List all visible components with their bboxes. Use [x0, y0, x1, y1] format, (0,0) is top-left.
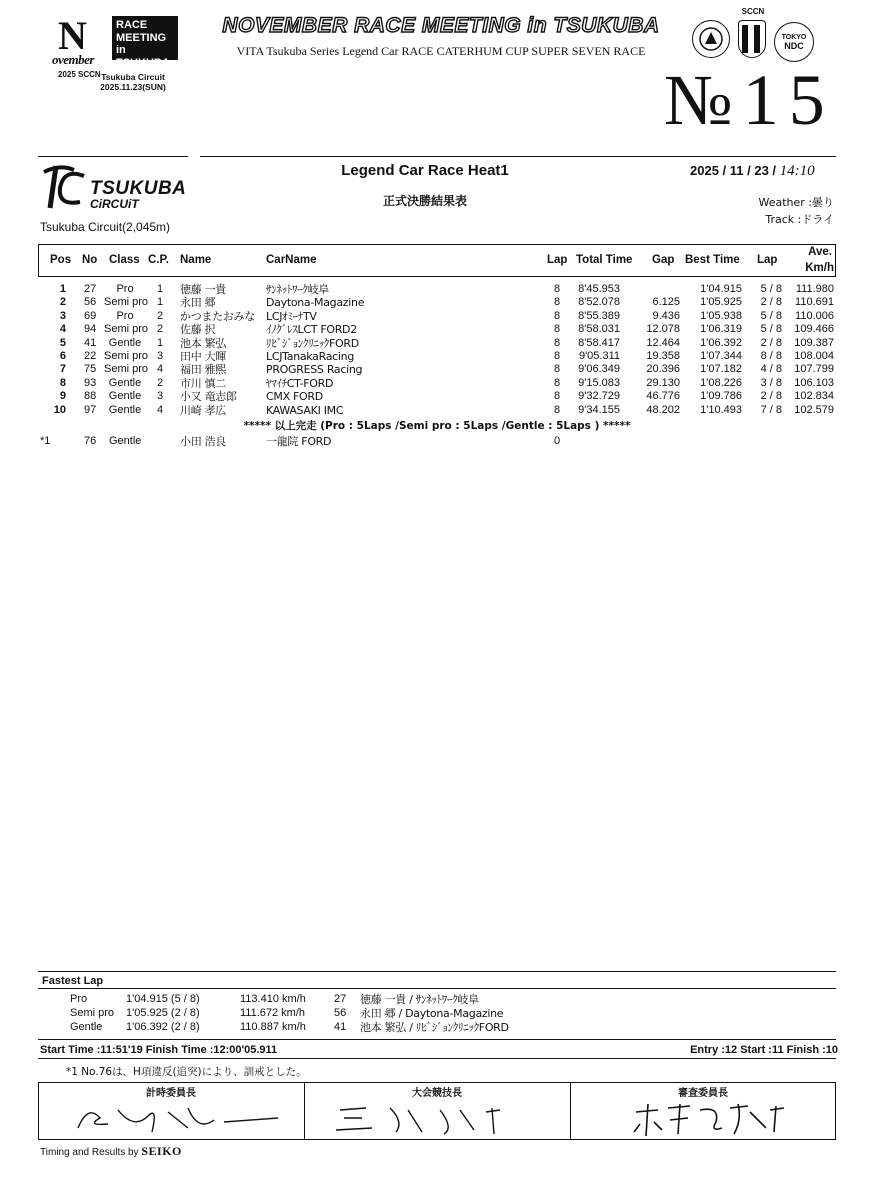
meeting-title: NOVEMBER RACE MEETING in TSUKUBA: [222, 14, 660, 37]
cell-total: 8'58.417: [578, 336, 620, 349]
start-finish-time: Start Time :11:51'19 Finish Time :12:00'05.911: [40, 1044, 278, 1056]
badge-line: MEETING: [116, 31, 167, 44]
col-kmh: Km/h: [805, 262, 834, 274]
sccn-shield-icon: [738, 7, 766, 58]
cell-bestlap: 4 / 8: [760, 363, 782, 376]
cell-bestlap: 3 / 8: [760, 376, 782, 389]
cell-ave: 107.799: [794, 363, 834, 376]
table-row: [0, 296, 874, 310]
cell-pos: 2: [59, 296, 66, 309]
cell-car: LCJTanakaRacing: [266, 350, 355, 363]
race-title: Legend Car Race Heat1: [341, 162, 509, 179]
cell-lap: 8: [554, 350, 561, 362]
cell-pos: 6: [59, 350, 66, 362]
cell-name: 田中 大暉: [180, 350, 226, 363]
cell-ave: 111.980: [795, 283, 834, 295]
cell-pos: 7: [59, 363, 66, 376]
shield-stripe: [742, 25, 748, 53]
table-row: [0, 310, 874, 324]
col-no: No: [82, 254, 98, 266]
header-rule: [38, 156, 188, 157]
cell-pos: 1: [59, 283, 66, 295]
timing-chief-label: 計時委員長: [146, 1088, 196, 1099]
event-logo-letter: N: [58, 13, 87, 58]
fastest-lap-row: [0, 1007, 874, 1020]
cell-name: 福田 雅熙: [180, 363, 226, 377]
cell-ave: 109.466: [794, 323, 834, 336]
cell-gap: 6.125: [652, 296, 680, 309]
cell-cp: 4: [157, 363, 164, 376]
table-row-dnf: [0, 435, 874, 449]
timing-credit-text: Timing and Results by: [40, 1147, 139, 1158]
cell-lap: 8: [554, 376, 561, 389]
fastest-cls: Pro: [70, 993, 88, 1005]
cell-lap: 8: [554, 336, 561, 349]
handwritten-signature-icon: [304, 1098, 570, 1138]
cell-total: 8'58.031: [578, 323, 620, 336]
cell-lap: 8: [554, 283, 561, 295]
fastest-no: 27: [334, 993, 347, 1005]
circuit-date-block: [78, 72, 188, 92]
penalty-note: *1 No.76は、H項違反(追突)により、訓戒とした。: [66, 1066, 307, 1078]
timing-credit: [40, 1144, 182, 1159]
cell-total: 9'06.349: [578, 363, 620, 376]
table-row: [0, 390, 874, 404]
cell-pos: 3: [59, 309, 66, 322]
cell-gap: 19.358: [646, 350, 680, 362]
table-row: [0, 283, 874, 297]
cell-cp: 1: [157, 336, 164, 349]
cell-name: 川崎 孝広: [180, 403, 226, 417]
cell-gap: 46.776: [646, 390, 680, 403]
fastest-lap-top-rule: [38, 971, 836, 972]
result-date: [690, 163, 815, 180]
fastest-no: 56: [334, 1007, 347, 1019]
finishers-note: ***** 以上完走 (Pro : 5Laps /Semi pro : 5Laps /Gentle : 5Laps ) *****: [243, 420, 631, 432]
race-director-label: 大会競技長: [412, 1088, 462, 1099]
cell-car: ﾔﾏｲﾁCT-FORD: [266, 376, 334, 390]
header-rule: [200, 156, 836, 157]
col-class: Class: [109, 254, 140, 266]
cell-car: ｻﾝﾈｯﾄﾜｰｸ岐阜: [266, 283, 329, 296]
cell-pos: 8: [59, 376, 66, 389]
track-status: Track :ドライ: [765, 213, 834, 226]
cell-no: 75: [84, 363, 97, 376]
col-gap: Gap: [652, 254, 675, 266]
cell-no: 97: [84, 403, 97, 416]
cell-bestlap: 2 / 8: [760, 390, 782, 403]
dnf-car: 一龍院 FORD: [266, 435, 332, 448]
fastest-lap-rule: [38, 988, 836, 989]
dnf-no: 76: [84, 435, 97, 447]
table-row: [0, 337, 874, 351]
cell-cls: Semi pro: [104, 323, 149, 336]
cell-gap: 20.396: [646, 363, 680, 376]
logo-subword: CiRCUiT: [90, 197, 139, 211]
col-total: Total Time: [576, 254, 633, 266]
steward-chief-label: 審査委員長: [678, 1088, 728, 1099]
cell-best: 1'05.925: [700, 296, 742, 309]
badge-line: in TSUKUBA: [116, 44, 170, 69]
cell-cls: Semi pro: [104, 350, 149, 362]
steward-chief-signature: [570, 1082, 836, 1140]
col-bestlap: Lap: [757, 254, 778, 266]
cell-cp: 1: [157, 283, 164, 295]
cell-best: 1'07.182: [700, 363, 742, 376]
cell-total: 8'52.078: [578, 296, 620, 309]
cell-name: 市川 慎二: [180, 376, 226, 390]
col-ave: Ave.: [808, 246, 832, 258]
handwritten-signature-icon: [38, 1098, 304, 1138]
cell-name: 池本 繁弘: [180, 336, 226, 350]
cell-total: 9'05.311: [578, 350, 620, 362]
cell-name: 佐藤 択: [180, 323, 216, 337]
race-meeting-badge: [112, 16, 178, 69]
handwritten-time: 14:10: [779, 163, 815, 179]
cell-best: 1'04.915: [700, 283, 742, 295]
cell-cp: 3: [157, 390, 164, 403]
cell-cls: Gentle: [108, 336, 142, 349]
ndc-label: NDC: [784, 40, 804, 51]
cell-lap: 8: [554, 403, 561, 416]
cell-ave: 102.579: [794, 403, 834, 416]
series-list: VITA Tsukuba Series Legend Car RACE CATERHUM CUP SUPER SEVEN RACE: [236, 44, 646, 58]
cell-cls: Semi pro: [104, 296, 149, 309]
tsukuba-circuit-logo: [40, 164, 230, 214]
fastest-cls: Gentle: [70, 1021, 103, 1033]
fastest-time: 1'06.392 (2 / 8): [126, 1021, 200, 1033]
cell-name: かつまたおみな: [180, 309, 255, 323]
race-director-signature: [304, 1082, 570, 1140]
cell-no: 27: [84, 283, 97, 295]
table-row: [0, 377, 874, 391]
weather-status: Weather :曇り: [758, 196, 834, 209]
cell-cls: Pro: [116, 309, 134, 322]
cell-lap: 8: [554, 363, 561, 376]
cell-no: 41: [84, 336, 97, 349]
cell-car: ﾘﾋﾞｼﾞｮﾝｸﾘﾆｯｸFORD: [266, 336, 359, 350]
summary-rule: [38, 1058, 836, 1059]
cell-bestlap: 7 / 8: [760, 403, 782, 416]
col-car: CarName: [266, 254, 317, 266]
fastest-speed: 111.672 km/h: [240, 1007, 306, 1019]
cell-total: 8'55.389: [578, 309, 620, 322]
fastest-time: 1'04.915 (5 / 8): [126, 993, 200, 1005]
cell-no: 88: [84, 390, 97, 403]
cell-no: 22: [84, 350, 97, 362]
tc-logo-icon: [40, 164, 90, 210]
cell-gap: 48.202: [646, 403, 680, 416]
fastest-lap-bottom-rule: [38, 1039, 836, 1040]
fastest-no: 41: [334, 1021, 347, 1033]
cell-cp: 4: [157, 403, 164, 416]
event-date: 2025.11.23(SUN): [100, 82, 166, 92]
cell-pos: 10: [53, 403, 66, 416]
cell-total: 9'32.729: [578, 390, 620, 403]
col-lap: Lap: [547, 254, 568, 266]
cell-car: ｲﾉｸﾞﾚｽLCT FORD2: [266, 323, 357, 337]
circuit-label: Tsukuba Circuit: [101, 72, 165, 82]
cell-cls: Semi pro: [104, 363, 149, 376]
seiko-logo: SEIKO: [141, 1144, 182, 1158]
cell-lap: 8: [554, 296, 561, 309]
cell-best: 1'07.344: [700, 350, 742, 362]
table-row: [0, 404, 874, 418]
cell-lap: 8: [554, 309, 561, 322]
fastest-lap-row: [0, 1021, 874, 1034]
cell-pos: 9: [59, 390, 66, 403]
cell-cls: Gentle: [108, 403, 142, 416]
dnf-class: Gentle: [109, 435, 142, 447]
cell-ave: 108.004: [794, 350, 834, 362]
cell-name: 徳藤 一貴: [180, 283, 226, 296]
fastest-driver: 永田 郷 / Daytona-Magazine: [360, 1007, 504, 1020]
cell-best: 1'06.392: [700, 336, 742, 349]
cell-car: KAWASAKI IMC: [266, 403, 344, 417]
cell-car: PROGRESS Racing: [266, 363, 363, 377]
event-logo-november: ovember: [52, 52, 94, 67]
cell-bestlap: 5 / 8: [760, 283, 782, 295]
document-number: №15: [664, 60, 835, 140]
cell-ave: 106.103: [794, 376, 834, 389]
cell-ave: 110.691: [795, 296, 834, 309]
cell-cls: Pro: [116, 283, 134, 295]
fastest-time: 1'05.925 (2 / 8): [126, 1007, 200, 1019]
event-logo-sccn: 2025 SCCN: [58, 70, 101, 79]
col-name: Name: [180, 254, 212, 266]
col-pos: Pos: [50, 254, 72, 266]
fastest-lap-label: Fastest Lap: [42, 975, 104, 987]
table-row: [0, 350, 874, 364]
cell-bestlap: 5 / 8: [760, 323, 782, 336]
cell-cp: 2: [157, 309, 164, 322]
cell-total: 9'15.083: [578, 376, 620, 389]
cell-gap: 12.078: [646, 323, 680, 336]
col-cp: C.P.: [148, 254, 169, 266]
cell-best: 1'05.938: [700, 309, 742, 322]
cell-best: 1'10.493: [700, 403, 742, 416]
cell-pos: 4: [59, 323, 66, 336]
cell-best: 1'08.226: [700, 376, 742, 389]
cell-car: LCJｵﾐｰﾅTV: [266, 309, 317, 323]
cell-car: Daytona-Magazine: [266, 296, 365, 310]
entry-counts: Entry :12 Start :11 Finish :10: [690, 1044, 838, 1056]
cell-gap: 29.130: [646, 376, 680, 389]
table-row: [0, 323, 874, 337]
fastest-cls: Semi pro: [70, 1007, 115, 1019]
cell-gap: 12.464: [646, 336, 680, 349]
cell-bestlap: 2 / 8: [760, 296, 782, 309]
cell-total: 8'45.953: [578, 283, 620, 295]
cell-name: 永田 郷: [180, 296, 216, 310]
cell-cls: Gentle: [108, 390, 142, 403]
cell-best: 1'06.319: [700, 323, 742, 336]
logo-wordmark: TSUKUBA: [90, 178, 187, 199]
cell-cp: 1: [157, 296, 164, 309]
timing-chief-signature: [38, 1082, 304, 1140]
cell-cp: 2: [157, 376, 164, 389]
cell-pos: 5: [59, 336, 66, 349]
cell-name: 小又 竜志郎: [180, 390, 237, 404]
cell-cp: 2: [157, 323, 164, 336]
badge-line: RACE: [116, 19, 148, 31]
cell-bestlap: 5 / 8: [760, 309, 782, 322]
cell-cls: Gentle: [108, 376, 142, 389]
sccn-label: SCCN: [741, 7, 765, 16]
fastest-lap-row: [0, 993, 874, 1006]
cell-ave: 102.834: [794, 390, 834, 403]
fastest-driver: 池本 繁弘 / ﾘﾋﾞｼﾞｮﾝｸﾘﾆｯｸFORD: [360, 1021, 509, 1034]
table-row: [0, 363, 874, 377]
cell-lap: 8: [554, 323, 561, 336]
dnf-lap: 0: [554, 435, 561, 447]
ndc-emblem-icon: [774, 22, 814, 62]
fastest-driver: 徳藤 一貴 / ｻﾝﾈｯﾄﾜｰｸ岐阜: [360, 993, 479, 1006]
cell-total: 9'34.155: [578, 403, 620, 416]
cell-no: 94: [84, 323, 97, 336]
cell-bestlap: 2 / 8: [760, 336, 782, 349]
cell-best: 1'09.786: [700, 390, 742, 403]
date-text: 2025 / 11 / 23 /: [690, 163, 777, 178]
cell-bestlap: 8 / 8: [760, 350, 782, 362]
cell-lap: 8: [554, 390, 561, 403]
cell-ave: 110.006: [795, 309, 834, 322]
cell-no: 69: [84, 309, 97, 322]
shield-stripe: [754, 25, 760, 53]
ndc-tokyo-label: TOKYO: [781, 33, 807, 41]
club-emblem-icon: [692, 20, 730, 58]
handwritten-signature-icon: [570, 1098, 836, 1138]
race-subtitle: 正式決勝結果表: [382, 194, 467, 208]
cell-ave: 109.387: [794, 336, 834, 349]
fastest-speed: 113.410 km/h: [240, 993, 306, 1005]
cell-cp: 3: [157, 350, 164, 362]
cell-no: 93: [84, 376, 97, 389]
dnf-driver: 小田 浩良: [180, 435, 226, 448]
circuit-length: Tsukuba Circuit(2,045m): [40, 220, 171, 234]
cell-car: CMX FORD: [266, 390, 323, 404]
cell-no: 56: [84, 296, 97, 309]
cell-gap: 9.436: [652, 309, 680, 322]
fastest-speed: 110.887 km/h: [240, 1021, 306, 1033]
dnf-pos: *1: [40, 435, 51, 447]
col-best: Best Time: [685, 254, 740, 266]
